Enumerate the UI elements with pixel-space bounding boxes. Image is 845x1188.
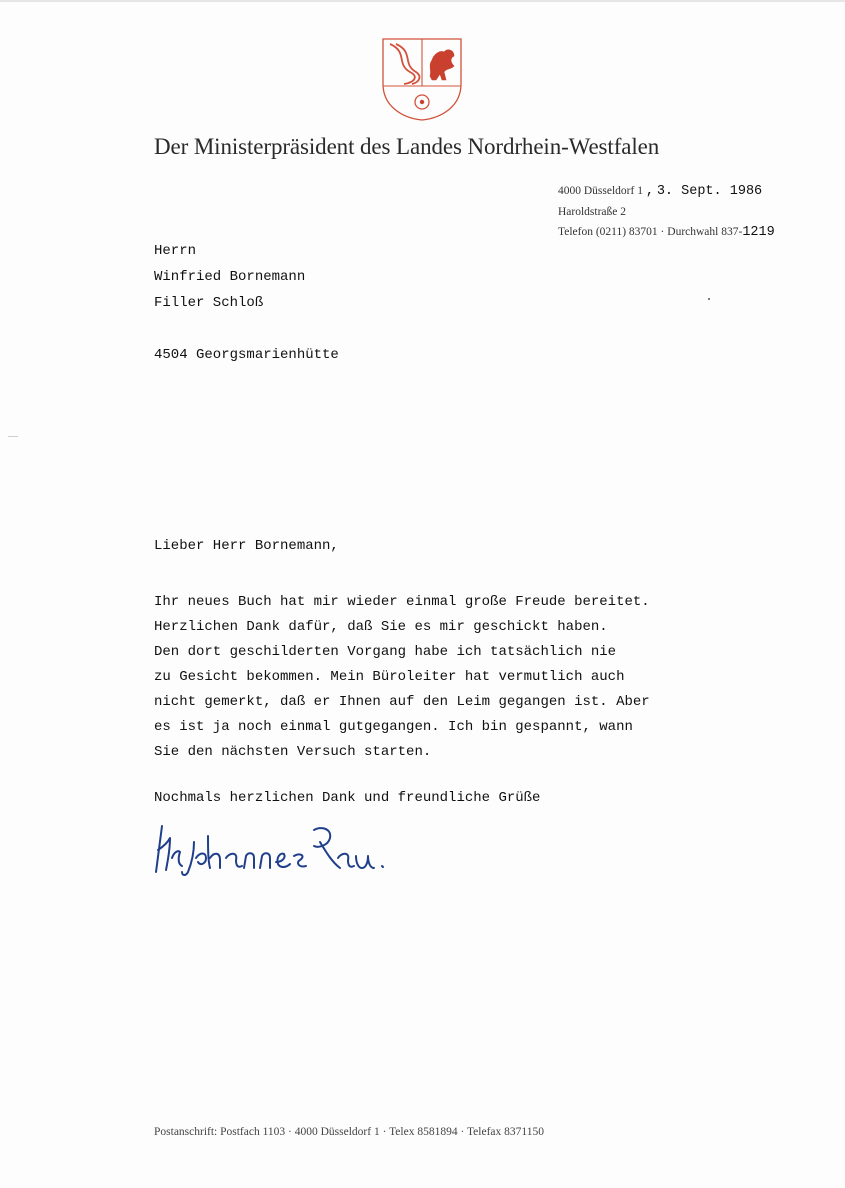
sender-phone-line [558, 222, 775, 243]
body-line: Herzlichen Dank dafür, daß Sie es mir geschickt haben. [154, 619, 608, 635]
handwritten-signature [150, 812, 440, 882]
crest-rhine-wave [390, 44, 419, 84]
body-line: Sie den nächsten Versuch starten. [154, 744, 432, 760]
nrw-coat-of-arms-icon [380, 36, 464, 122]
recipient-city: 4504 Georgsmarienhütte [154, 347, 339, 363]
body-line: es ist ja noch einmal gutgegangen. Ich bin gespannt, wann [154, 719, 633, 735]
letter-body [154, 590, 650, 765]
letter-salutation: Lieber Herr Bornemann, [154, 538, 339, 554]
letter-closing: Nochmals herzlichen Dank und freundliche Grüße [154, 790, 541, 806]
body-line: zu Gesicht bekommen. Mein Büroleiter hat vermutlich auch [154, 669, 625, 685]
body-line: Den dort geschilderten Vorgang habe ich tatsächlich nie [154, 644, 617, 660]
sender-block [558, 181, 775, 243]
top-edge-line [0, 0, 845, 2]
crest-rose-center [420, 100, 424, 104]
letterhead-title: Der Ministerpräsident des Landes Nordrhein-Westfalen [154, 134, 660, 159]
footer-postal-address: Postanschrift: Postfach 1103 · 4000 Düsseldorf 1 · Telex 8581894 · Telefax 8371150 [154, 1126, 544, 1138]
sender-extension: 1219 [742, 225, 775, 240]
paper-speck [708, 298, 710, 300]
address-spacer [154, 316, 339, 342]
recipient-street: Filler Schloß [154, 295, 264, 311]
crest-horse [430, 50, 454, 80]
body-line: Ihr neues Buch hat mir wieder einmal große Freude bereitet. [154, 594, 650, 610]
fold-mark [8, 436, 18, 437]
recipient-name: Winfried Bornemann [154, 269, 306, 285]
sender-city-date-line [558, 181, 775, 202]
letter-date: 3. Sept. 1986 [656, 184, 763, 199]
sender-city: 4000 Düsseldorf 1 [558, 185, 643, 197]
body-line: nicht gemerkt, daß er Ihnen auf den Leim gegangen ist. Aber [154, 694, 650, 710]
sender-street: Haroldstraße 2 [558, 206, 627, 218]
recipient-address [154, 238, 339, 368]
recipient-salutation-line: Herrn [154, 243, 197, 259]
date-separator: , [645, 184, 654, 199]
sender-phone: Telefon (0211) 83701 · Durchwahl 837- [558, 226, 743, 238]
